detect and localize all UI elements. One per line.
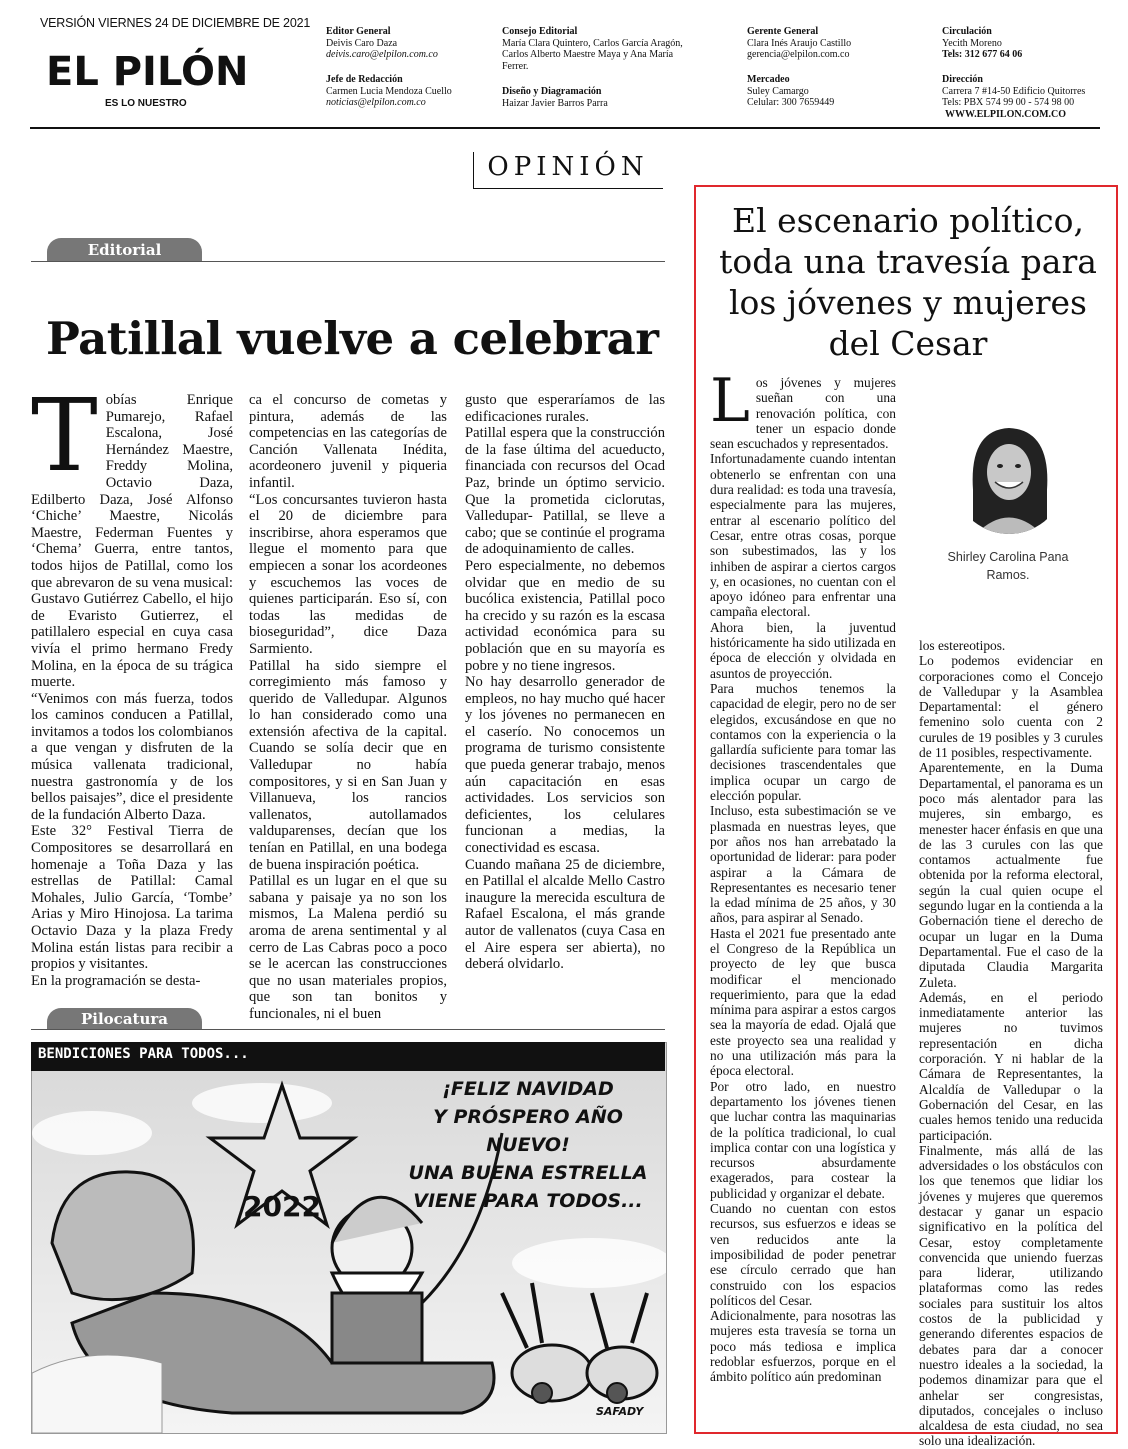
paragraph: Además, en el periodo inmediatamente anterior las mujeres no tuvimos representación en dicha corporación. Y ni hablar de la Cámara de Representantes, la Alcaldía de Valledupar o la Gobernación del Cesar, en las cuales hemos tenido una reducida participación. xyxy=(919,989,1103,1143)
opinion-dropcap: L xyxy=(710,366,750,436)
pilocatura-rule xyxy=(31,1029,665,1030)
cartoon-message-line: UNA BUENA ESTRELLA xyxy=(408,1162,648,1184)
opinion-column-2 xyxy=(919,638,1103,1449)
website-link[interactable]: WWW.ELPILON.COM.CO xyxy=(945,108,1067,120)
paragraph: Patillal es un lugar en el que su sabana y paisaje ya no son los mismos, La Malena perdió su aroma de arena sentimental y al cerro de Las Cabras poco a poco se le acercan las construcciones que no usan materiales propios, que son tan bonitos y funcionales, ni el buen xyxy=(249,873,447,1022)
editorial-dropcap: T xyxy=(31,377,98,494)
paragraph: los estereotipos. xyxy=(919,638,1006,653)
cartoon-year: 2022 xyxy=(243,1190,321,1223)
editorial-column-1 xyxy=(31,377,233,989)
paragraph: No hay desarrollo generador de empleos, no hay mucho qué hacer y los jóvenes no permanecen en el caserío. No conocemos un programa de turismo consistente que pueda generar trabajo, menos aún capacitación en esas actividades. Los servicios son deficientes, los celulares funcionan a medias, la conectividad es escasa. xyxy=(465,674,665,857)
staff-consejo-editorial: Consejo Editorial María Clara Quintero, Carlos García Aragón, Carlos Alberto Maestre Maya y Ana María Ferrer. xyxy=(502,26,683,72)
paragraph: Aparentemente, en la Duma Departamental, el panorama es un poco más alentador para las mujeres, sin embargo, es menester hacer énfasis en que una de las 3 curules con las que contamos actualmente fue obtenida por la reforma electoral, según la cual quien ocupe el segundo lugar en la contienda a la Gobernación tiene el derecho de ocupar un lugar en la Duma Departamental. Fue el caso de la diputada Claudia Margarita Zuleta. xyxy=(919,760,1103,990)
masthead-rule xyxy=(30,127,1100,129)
paragraph: ca el concurso de cometas y pintura, además de las competencias en las categorías de Canción Vallenata Inédita, acordeonero juvenil y piqueria infantil. xyxy=(249,392,447,491)
tab-pilocatura: Pilocatura xyxy=(47,1008,202,1030)
cartoon-message-line: ¡FELIZ NAVIDAD xyxy=(442,1078,614,1100)
staff-mercadeo: Mercadeo Suley Camargo Celular: 300 7659449 xyxy=(747,74,835,108)
section-title: OPINIÓN xyxy=(487,152,649,182)
paragraph: Este 32° Festival Tierra de Compositores se desarrollará en homenaje a Toña Daza y las estrellas de Patillal: Camal Mohales, Julio García, ‘Tombe’ Arias y Miro Hinojosa. La tarima Octavio Daza y la plaza Fredy Molina están listas para recibir a propios y visitantes. xyxy=(31,823,233,973)
paragraph: Cuando mañana 25 de diciembre, en Patillal el alcalde Mello Castro inaugure la merecida escultura de Rafael Escalona, el más grande autor de vallenatos (cuya Casa en el Aire espera ser abierta), no deberá olvidarlo. xyxy=(465,856,665,973)
paragraph: Por otro lado, en nuestro departamento los jóvenes tienen que luchar contra las maquinarias de la política tradicional, lo cual implica contar con una logística y recursos absurdamente exagerados, para costear la publicidad y organizar el debate. xyxy=(710,1078,896,1201)
paragraph: “Los concursantes tuvieron hasta el 20 de diciembre para inscribirse, ahora esperamos que llegue el momento para que empiecen a sonar los acordeones y escuchemos las voces de quienes participarán. Eso sí, con todas las medidas de bioseguridad”, dice Daza Sarmiento. xyxy=(249,491,447,657)
paragraph: Patillal espera que la construcción de la fase última del acueducto, financiada con recursos del Ocad Paz, brinde un óptimo servicio. Que la prometida ciclorutas, Valledupar- Patillal, se lleve a cabo; que se continúe el programa de adoquinamiento de calles. xyxy=(465,425,665,558)
paragraph: Finalmente, más allá de las adversidades o los obstáculos con los que tenemos que lidiar los jóvenes y mujeres que queremos destacar y ganar un espacio significativo en la política del Cesar, estoy completamente convencida que uniendo fuerzas para liderar, utilizando plataformas como las redes sociales para sustituir los altos costos de la publicidad y generando diferentes espacios de debates para dar a conocer nuestro ideales a la sociedad, la podemos dinamizar para que el anhelar ser congresistas, diputados, concejales o incluso alcaldesa de esta ciudad, no sea solo una idealización. xyxy=(919,1142,1103,1449)
paragraph: En la programación se desta- xyxy=(31,972,201,989)
paragraph: Lo podemos evidenciar en corporaciones como el Concejo de Valledupar y la Asamblea Departamental: el género femenino solo cuenta con 2 curules de 19 posibles y 3 curules de 11 posibles, respectivamente. xyxy=(919,653,1103,761)
paragraph: obías Enrique Pumarejo, Rafael Escalona, José Hernández Maestre, Freddy Molina, Octavio Daza, Edilberto Daza, José Alfonso ‘Chiche’ Maestre, Nicolás Maestre, Federman Fuentes y ‘Chema’ Guerra, entre tantos, todos hijos de Patillal, como los que abrevaron de su vena musical: Gustavo Gutiérrez Cabello, el hijo de Evaristo Gutierrez, el patillalero especial en cuya casa vivía el primo hermano Fredy Molina, en la época de su trágica muerte. xyxy=(31,392,233,691)
editorial-column-3 xyxy=(465,392,665,973)
paragraph: Patillal ha sido siempre el corregimiento más famoso y querido de Valledupar. Algunos lo han considerado como una extensión afectiva de la capital. Cuando se solía decir que en Valledupar no había compositores, y si en San Juan y Villanueva, los rancios vallenatos, autollamados valduparenses, decían que los tenían en Patillal, en una bodega de buena inspiración poética. xyxy=(249,657,447,873)
section-underline xyxy=(473,188,663,189)
author-portrait-icon xyxy=(955,420,1063,535)
cartoonist-signature: SAFADY xyxy=(596,1405,644,1418)
staff-editor-general: Editor General Deivis Caro Daza deivis.caro@elpilon.com.co xyxy=(326,26,438,60)
staff-jefe-redaccion: Jefe de Redacción Carmen Lucia Mendoza Cuello noticias@elpilon.com.co xyxy=(326,74,452,108)
tab-editorial: Editorial xyxy=(47,238,202,262)
author-photo xyxy=(955,420,1063,535)
paragraph: Infortunadamente cuando intentan obtenerlo se enfrentan con una dura realidad: es toda una travesía, especialmente para las mujeres, entrar al escenario político del Cesar, entre otras cosas, porque son subestimados, las y los inhiben de aspirar a ciertos cargos y, en ocasiones, no cuentan con el apoyo idóneo para enfrentar una campaña electoral. xyxy=(710,451,896,620)
editorial-rule xyxy=(31,261,665,262)
cartoon-message xyxy=(408,1075,648,1215)
cartoon-message-line: Y PRÓSPERO AÑO NUEVO! xyxy=(433,1106,623,1156)
cartoon-message-line: VIENE PARA TODOS... xyxy=(413,1190,643,1212)
newspaper-slogan: ES LO NUESTRO xyxy=(105,98,187,109)
paragraph: gusto que esperaríamos de las edificaciones rurales. xyxy=(465,392,665,425)
staff-direccion: Dirección Carrera 7 #14-50 Edificio Quitorres Tels: PBX 574 99 00 - 574 98 00 WWW.ELPILON.COM.CO xyxy=(942,74,1112,120)
opinion-column-1 xyxy=(710,366,896,1385)
editorial-column-2 xyxy=(249,392,447,1023)
paragraph: “Venimos con más fuerza, todos los caminos conducen a Patillal, invitamos a todos los colombianos a que vengan y disfruten de la música vallenata tradicional, nuestra gastronomía y de los bellos paisajes”, dice el presidente de la fundación Alberto Daza. xyxy=(31,690,233,823)
paragraph: os jóvenes y mujeres sueñan con una renovación política, con tener un espacio donde sean escuchados y representados. xyxy=(710,375,896,452)
staff-circulacion: Circulación Yecith Moreno Tels: 312 677 64 06 xyxy=(942,26,1023,60)
paragraph: Pero especialmente, no debemos olvidar que en medio de su bucólica existencia, Patillal poco ha crecido y su razón es la escasa actividad económica para su población que en su mayoría es pobre y no tiene ingresos. xyxy=(465,557,665,674)
newspaper-logo: EL PILÓN xyxy=(46,49,249,95)
paragraph: Adicionalmente, para nosotras las mujeres esta travesía se torna un poco más tediosa e implica redoblar esfuerzos, porque en el ámbito político aún predominan xyxy=(710,1308,896,1385)
paragraph: Ahora bien, la juventud históricamente ha sido utilizada en época de elección y olvidada en asuntos de proyección. xyxy=(710,619,896,681)
cartoon-title: BENDICIONES PARA TODOS... xyxy=(38,1046,249,1062)
opinion-headline: El escenario político, toda una travesía para los jóvenes y mujeres del Cesar xyxy=(719,201,1097,363)
paragraph: Incluso, esta subestimación se ve plasmada en nuestras leyes, que por años nos han arrebatado la oportunidad de liderar: para poder aspirar a la Cámara de Representantes es necesario tener la edad mínima de 25 años, y 30 años, para aspirar al Senado. xyxy=(710,803,896,926)
edition-date: VERSIÓN VIERNES 24 DE DICIEMBRE DE 2021 xyxy=(40,16,311,30)
editorial-headline: Patillal vuelve a celebrar xyxy=(46,312,659,365)
staff-gerente: Gerente General Clara Inés Araujo Castillo gerencia@elpilon.com.co xyxy=(747,26,852,60)
staff-diseno: Diseño y Diagramación Haizar Javier Barros Parra xyxy=(502,86,608,109)
paragraph: Cuando no cuentan con estos recursos, sus esfuerzos e ideas se ven reducidos ante la imposibilidad de poder penetrar ese círculo cerrado que han construido con los espacios políticos del Cesar. xyxy=(710,1201,896,1308)
paragraph: Para muchos tenemos la capacidad de elegir, pero no de ser elegidos, excusándose en que no contamos con la experiencia o la gallardía suficiente para tomar las decisiones trascendentales que implica ocupar un cargo de elección popular. xyxy=(710,680,896,804)
paragraph: Hasta el 2021 fue presentado ante el Congreso de la República un proyecto de ley que busca modificar el mencionado requerimiento, para que la edad mínima para aspirar a estos cargos sea la mayoría de edad. Ojalá que este proyecto sea una realidad y no una utilización más para la época electoral. xyxy=(710,925,896,1079)
author-name: Shirley Carolina Pana Ramos. xyxy=(947,550,1069,582)
